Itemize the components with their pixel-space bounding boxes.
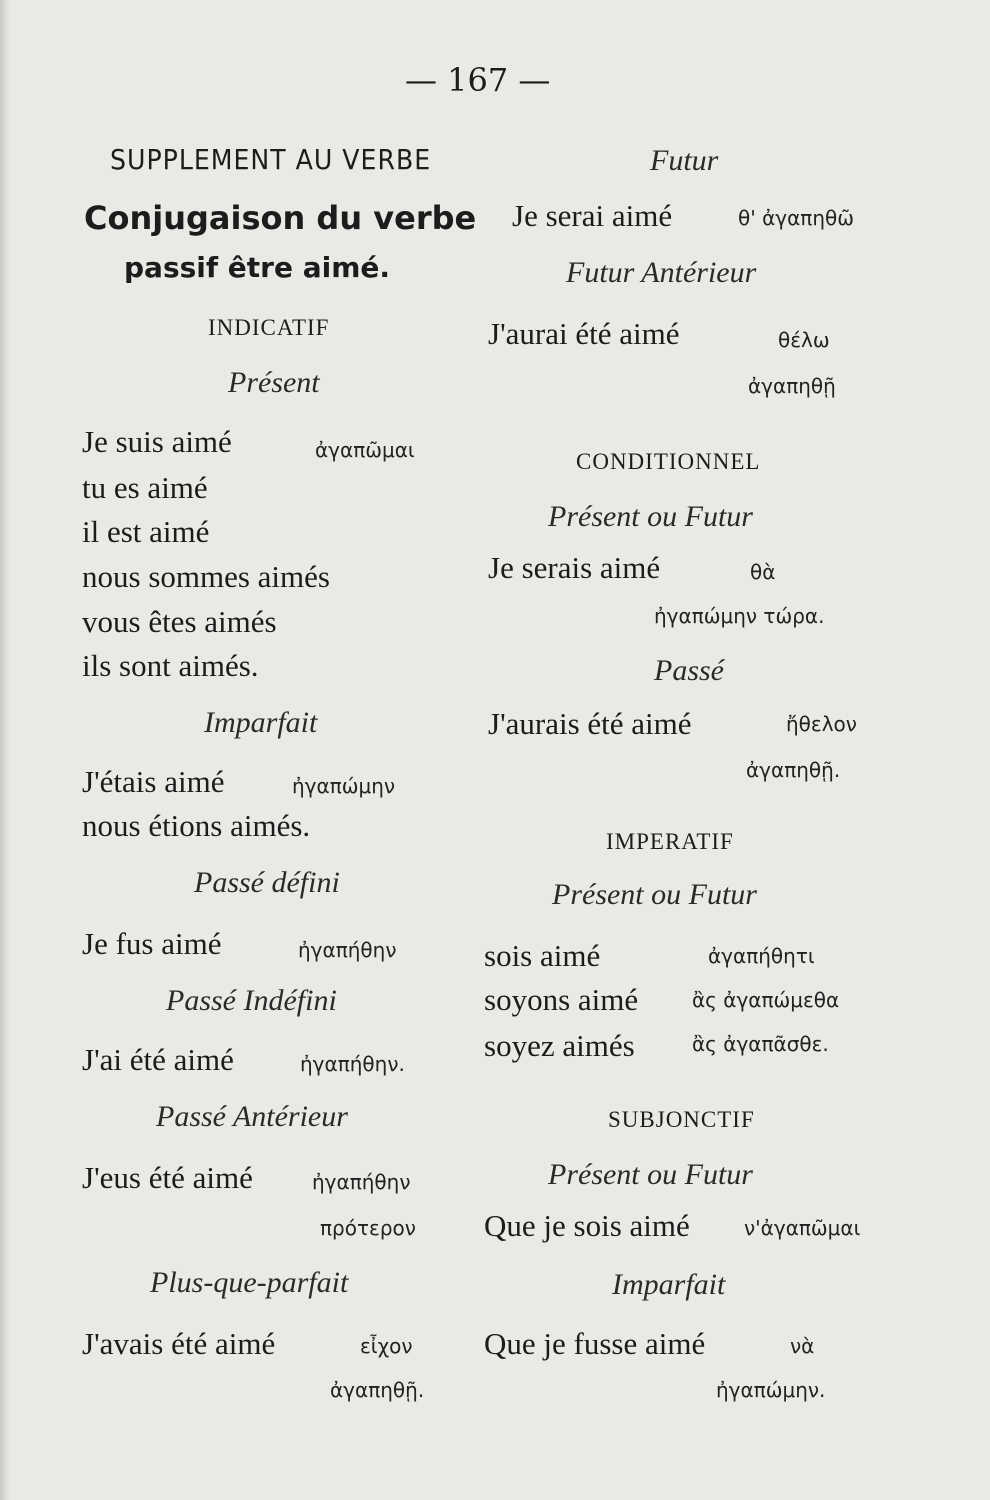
tense-cond-passe: Passé	[654, 654, 724, 687]
imparfait-row-1: J'étais aimé	[82, 764, 225, 799]
tense-passe-indefini: Passé Indéfini	[166, 984, 337, 1017]
imperatif-row-1: sois aimé	[484, 938, 601, 973]
passe-anterieur-greek-1: ἠγαπήθην	[312, 1170, 411, 1194]
passe-indefini-greek: ἠγαπήθην.	[300, 1052, 405, 1076]
tense-cond-present-futur: Présent ou Futur	[548, 500, 753, 533]
imperatif-row-2: soyons aimé	[484, 982, 639, 1017]
cond-present-greek-1: θὰ	[750, 560, 776, 584]
mood-conditionnel: CONDITIONNEL	[576, 449, 761, 474]
plus-que-parfait-row: J'avais été aimé	[82, 1326, 276, 1361]
cond-passe-row: J'aurais été aimé	[488, 706, 692, 741]
plus-que-parfait-greek-2: ἀγαπηθῇ.	[330, 1378, 425, 1402]
imperatif-row-3-greek: ἂς ἀγαπᾶσθε.	[692, 1032, 829, 1056]
passe-defini-row: Je fus aimé	[82, 926, 222, 961]
futur-anterieur-greek-1: θέλω	[778, 328, 830, 352]
cond-present-row: Je serais aimé	[488, 550, 661, 585]
subj-present-row: Que je sois aimé	[484, 1208, 690, 1243]
cond-present-greek-2: ἠγαπώμην τώρα.	[654, 604, 825, 628]
tense-passe-anterieur: Passé Antérieur	[156, 1100, 348, 1133]
tense-passe-defini: Passé défini	[194, 866, 340, 899]
page-edge-shadow	[0, 0, 10, 1500]
subj-imparfait-greek-1: νὰ	[790, 1334, 815, 1358]
futur-greek: θ' ἀγαπηθῶ	[738, 206, 854, 230]
passe-indefini-row: J'ai été aimé	[82, 1042, 234, 1077]
mood-indicatif: INDICATIF	[208, 315, 330, 340]
tense-imp-present-futur: Présent ou Futur	[552, 878, 757, 911]
tense-present: Présent	[228, 366, 320, 399]
cond-passe-greek-2: ἀγαπηθῇ.	[746, 758, 841, 782]
subj-present-greek: ν'ἀγαπῶμαι	[744, 1216, 861, 1240]
tense-plus-que-parfait: Plus-que-parfait	[150, 1266, 349, 1299]
imperatif-row-3: soyez aimés	[484, 1028, 635, 1063]
mood-imperatif: IMPERATIF	[606, 829, 734, 854]
tense-subj-imparfait: Imparfait	[612, 1268, 726, 1301]
futur-anterieur-greek-2: ἀγαπηθῇ	[748, 374, 836, 398]
subj-imparfait-row: Que je fusse aimé	[484, 1326, 706, 1361]
tense-imparfait: Imparfait	[204, 706, 318, 739]
imperatif-row-1-greek: ἀγαπήθητι	[708, 944, 815, 968]
imparfait-row-1-greek: ἠγαπώμην	[292, 774, 396, 798]
passe-defini-greek: ἠγαπήθην	[298, 938, 397, 962]
cond-passe-greek-1: ἤθελον	[786, 712, 857, 736]
subj-imparfait-greek-2: ἠγαπώμην.	[716, 1378, 826, 1402]
futur-row: Je serai aimé	[512, 198, 673, 233]
tense-subj-present-futur: Présent ou Futur	[548, 1158, 753, 1191]
present-row-2: tu es aimé	[82, 470, 208, 505]
imperatif-row-2-greek: ἂς ἀγαπώμεθα	[692, 988, 840, 1012]
present-row-1: Je suis aimé	[82, 424, 232, 459]
present-row-1-greek: ἀγαπῶμαι	[315, 438, 415, 462]
conjugation-title-line2: passif être aimé.	[124, 251, 391, 284]
present-row-6: ils sont aimés.	[82, 648, 259, 683]
imparfait-row-2: nous étions aimés.	[82, 808, 311, 843]
tense-futur: Futur	[650, 144, 719, 177]
conjugation-title-line1: Conjugaison du verbe	[84, 199, 477, 237]
present-row-5: vous êtes aimés	[82, 604, 277, 639]
page-number: — 167 —	[405, 61, 551, 99]
plus-que-parfait-greek-1: εἶχον	[360, 1334, 413, 1358]
futur-anterieur-row: J'aurai été aimé	[488, 316, 680, 351]
passe-anterieur-greek-2: πρότερον	[320, 1216, 416, 1240]
present-row-3: il est aimé	[82, 514, 210, 549]
present-row-4: nous sommes aimés	[82, 559, 330, 594]
tense-futur-anterieur: Futur Antérieur	[566, 256, 757, 289]
supplement-heading: SUPPLEMENT AU VERBE	[110, 143, 432, 176]
mood-subjonctif: SUBJONCTIF	[608, 1107, 755, 1132]
passe-anterieur-row: J'eus été aimé	[82, 1160, 253, 1195]
